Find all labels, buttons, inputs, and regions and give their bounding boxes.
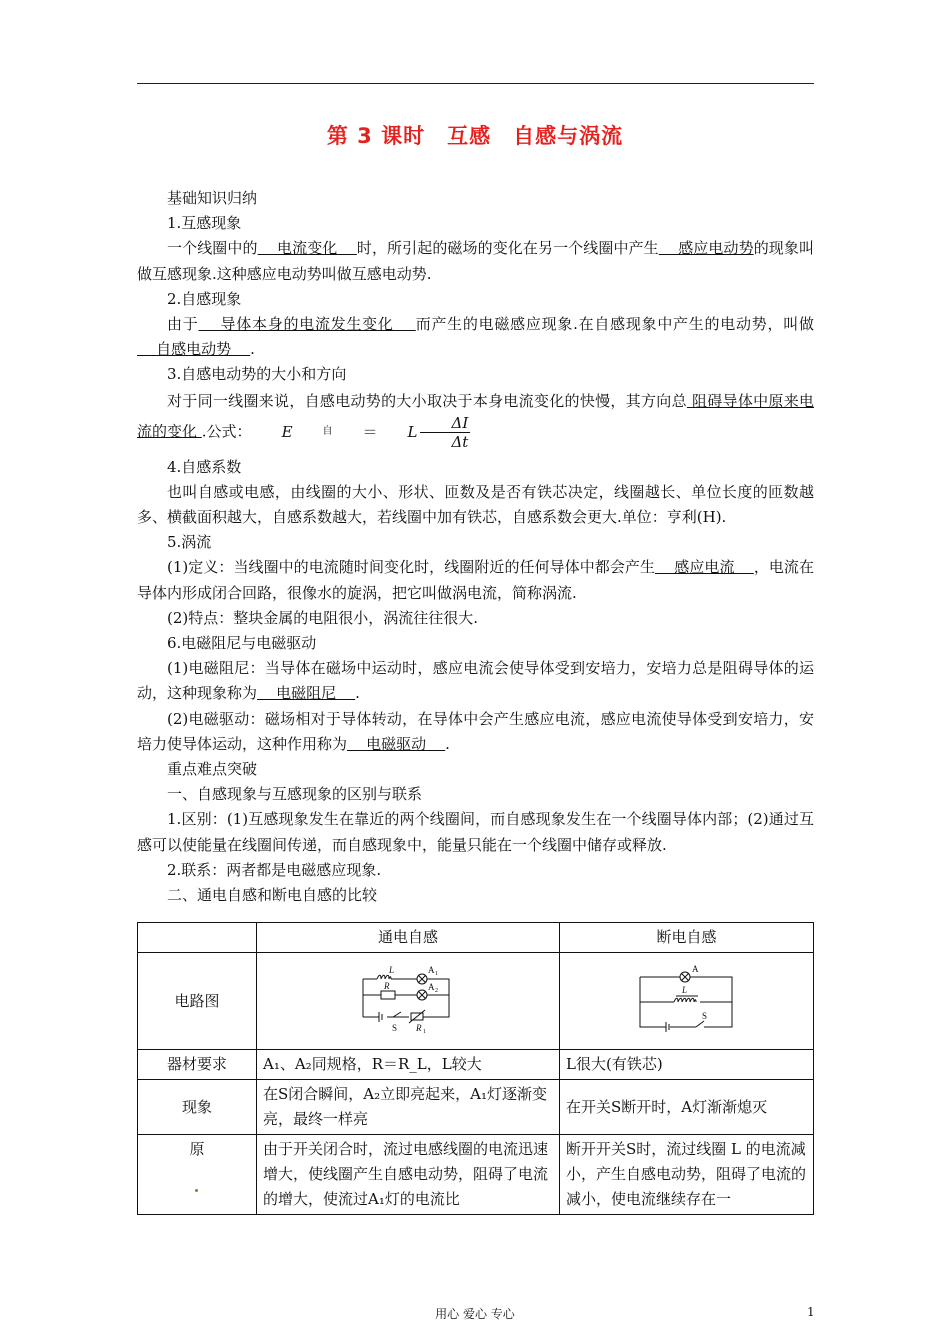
section-heading: 重点难点突破 [167,760,258,779]
answer-blank: 感应电流 [655,558,754,577]
answer-blank: 导体本身的电流发生变化 [198,315,416,334]
paragraph: 对于同一线圈来说，自感电动势的大小取决于本身电流变化的快慢，其方向总 阻碍导体中原来电流的变化 .公式： E 自 ＝ L $\frac{\Delta I}{\Delta t}$ [137,391,814,451]
section-heading: 基础知识归纳 [167,189,258,207]
answer-blank: 电流变化 [257,239,357,258]
label-S: S [701,1011,707,1021]
table-cell: 在开关S断开时，A灯渐渐熄灭 [560,1080,814,1135]
subheading: 1.互感现象 [167,214,242,233]
label-R1: R [416,1023,422,1033]
answer-blank: 电磁阻尼 [257,684,356,703]
paragraph: (2)电磁驱动：磁场相对于导体转动，在导体中会产生感应电流，感应电流使导体受到安培力，安培力使导体运动，这种作用称为 电磁驱动 . [137,709,814,753]
answer-blank: 感应电动势 [658,239,754,258]
page-title: 第 3 课时 互感 自感与涡流 [326,124,624,148]
table-row [138,1080,814,1135]
paragraph: (1)电磁阻尼：当导体在磁场中运动时，感应电流会使导体受到安培力，安培力总是阻碍导体的运动，这种现象称为 电磁阻尼 . [137,659,814,703]
subheading: 二、通电自感和断电自感的比较 [167,886,378,905]
svg-text:1: 1 [435,971,438,977]
table-cell: 断开开关S时，流过线圈 L 的电流减小，产生自感电动势，阻碍了电流的减小，使电流继续存在一 [560,1135,814,1215]
table-cell: 在S闭合瞬间，A₂立即亮起来，A₁灯逐渐变亮，最终一样亮 [257,1080,560,1135]
table-cell: A₁、A₂同规格，R＝R_L，L较大 [257,1050,560,1080]
table-header-cell: 通电自感 [257,923,560,953]
svg-text:1: 1 [423,1029,426,1035]
svg-text:2: 2 [435,988,438,994]
subheading: 一、自感现象与互感现象的区别与联系 [167,785,423,804]
paragraph: (2)特点：整块金属的电阻很小，涡流往往很大. [167,608,479,627]
table-row [138,1050,814,1080]
table-cell: L很大(有铁芯) [560,1050,814,1080]
label-S: S [392,1023,398,1033]
header-rule [137,83,814,84]
subheading: 4.自感系数 [167,457,242,476]
paragraph: 由于 导体本身的电流发生变化 而产生的电磁感应现象.在自感现象中产生的电动势，叫做 自感电动势 . [137,315,814,359]
label-R: R [384,981,390,991]
page-number: 1 [807,1305,815,1319]
table-cell: 由于开关闭合时，流过电感线圈的电流迅速增大，使线圈产生自感电动势，阻碍了电流的增大，使流过A₁灯的电流比 [257,1135,560,1215]
row-label: 原 [138,1135,257,1215]
label-A2: A [428,982,435,992]
answer-blank: 阻碍导体中原来电流的变化 [137,391,814,441]
subheading: 3.自感电动势的大小和方向 [167,365,347,384]
label-L: L [389,965,395,975]
paragraph: 2.联系：两者都是电磁感应现象. [167,860,382,879]
stray-mark [195,1189,198,1192]
label-A: A [691,965,698,974]
table-header-cell [138,923,257,953]
subheading: 2.自感现象 [167,289,242,308]
circuit-diagram-cell [257,953,560,1050]
answer-blank: 电磁驱动 [347,734,446,753]
table-row [138,1135,814,1215]
document-body [137,186,814,908]
answer-blank: 自感电动势 [137,340,251,359]
table-header-row [138,923,814,953]
table-header-cell: 断电自感 [560,923,814,953]
comparison-table [137,922,814,1215]
subheading: 6.电磁阻尼与电磁驱动 [167,634,317,653]
label-L: L [681,985,687,995]
page-footer: 用心 爱心 专心 [435,1307,515,1321]
table-row [138,953,814,1050]
paragraph: (1)定义：当线圈中的电流随时间变化时，线圈附近的任何导体中都会产生 感应电流 ，电流在导体内形成闭合回路，很像水的旋涡，把它叫做涡电流，简称涡流. [137,558,814,602]
formula: E 自 ＝ L $\frac{\Delta I}{\Delta t}$ [281,413,469,451]
row-label: 现象 [138,1080,257,1135]
row-label: 器材要求 [138,1050,257,1080]
paragraph: 1.区别：(1)互感现象发生在靠近的两个线圈间，而自感现象发生在一个线圈导体内部；(2)通过互感可以使能量在线圈间传递，而自感现象中，能量只能在一个线圈中储存或释放. [137,810,814,854]
circuit-diagram-on [353,965,463,1035]
paragraph: 也叫自感或电感，由线圈的大小、形状、匝数及是否有铁芯决定，线圈越长、单位长度的匝数越多、横截面积越大，自感系数越大，若线圈中加有铁芯，自感系数会更大.单位：亨利(H). [137,482,814,527]
label-A1: A [428,965,435,975]
paragraph: 一个线圈中的 电流变化 时，所引起的磁场的变化在另一个线圈中产生 感应电动势的现象叫做互感现象.这种感应电动势叫做互感电动势. [137,239,814,283]
circuit-diagram-off [632,965,742,1035]
circuit-diagram-cell [560,953,814,1050]
row-label: 电路图 [138,953,257,1050]
subheading: 5.涡流 [167,533,212,552]
